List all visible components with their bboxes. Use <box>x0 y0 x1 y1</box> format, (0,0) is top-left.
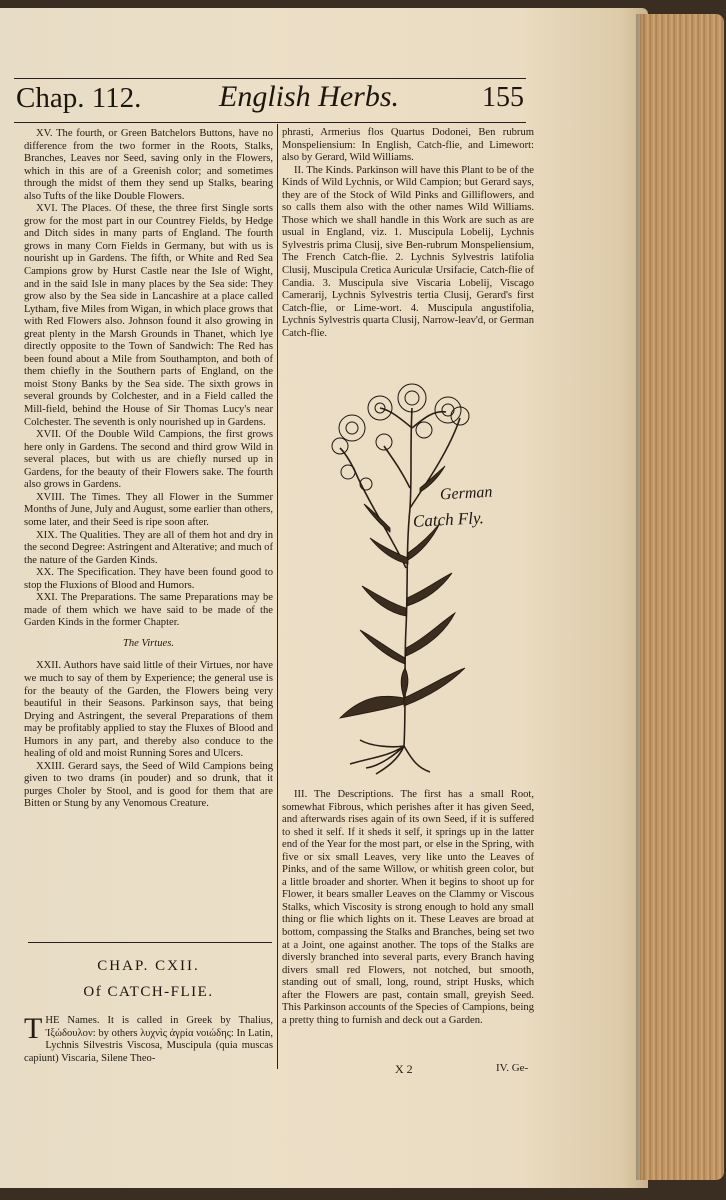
paragraph: III. The Descriptions. The first has a small Root, somewhat Fibrous, which perishes after it has given Seed, and afterwards rises again of its own Seed, if it is suffered to shed it self. If it sheds it self, it springs up in the latter end of the Year for the most part, or else in the Spring, with five or six small Leaves, very like unto the Leaves of Pinks, and of the same Willow, or whitish green color, but a little broader and shorter. When it begins to shoot up for Flower, it bears smaller Leaves on the Clammy or Viscous Stalks, which Viscosity is strong enough to hold any small thing or flie which lights on it. These Leaves are broad at bottom, compassing the Stalks and Branches, being set two at a Joint, one against another. The tops of the Stalks are diversly branched into several parts, every Branch having divers small red Flowers, not notched, but smooth, standing out of small, long, round, stript Husks, which after the Flowers are past, contain small, greyish Seed. This Parkinson accounts of the Species of Campions, being a pretty thing to furnish and deck out a Garden. <box>282 789 534 1026</box>
paragraph: XXI. The Preparations. The same Preparations may be made of them which we have said to be made of the Garden Kinds in the former Chapter. <box>24 592 273 629</box>
catchword: IV. Ge- <box>496 1062 529 1074</box>
paragraph: II. The Kinds. Parkinson will have this Plant to be of the Kinds of Wild Lychnis, or Wild Campion; but Gerard says, they are of the Stock of Wild Pinks and Gilliflowers, and so calls them also with the other names Wild Williams. Those which we shall handle in this Work are such as are usual in England, viz. 1. Muscipula Lobelij, Lychnis Sylvestris prima Clusij, sive Ben-rubrum Monspeliensium, The French Catch-flie. 2. Lychnis Sylvestris latifolia Clusij, Muscipula Cretica Auriculæ Ursifacie, Catch-flie of Candia. 3. Muscipula sive Viscaria Lobelij, Viscago Camerarij, Lychnis Sylvestris tertia Clusij, Gerard's first Catch-flie, or Lime-wort. 4. Muscipula angustifolia, Lychnis Sylvestris quarta Clusij, Narrow-leav'd, or German Catch-flie. <box>282 164 534 339</box>
header-title: English Herbs. <box>219 80 399 113</box>
catch-fly-illustration <box>300 368 532 776</box>
drop-cap: T <box>24 1012 43 1045</box>
chapter-heading: CHAP. CXII. <box>97 958 200 974</box>
paragraph: XXII. Authors have said little of their Virtues, nor have we much to say of them by Experience; the general use is for the beauty of the Garden, the Flowers being very beautiful in their Seasons. Parkinson says, that being Drying and Astringent, the several Preparations of them may be profitably applied to stay the Fluxes of Blood and Humors in any part, and thereby also conduce to the healing of old and moist Running Sores and Ulcers. <box>24 660 273 760</box>
paragraph: XX. The Specification. They have been found good to stop the Fluxions of Blood and Humors. <box>24 567 273 591</box>
paragraph: XVIII. The Times. They all Flower in the Summer Months of June, July and August, some earlier than others, some later, and their Seed is ripe soon after. <box>24 491 273 528</box>
paragraph: XVII. Of the Double Wild Campions, the first grows here only in Gardens. The second and third grow Wild in several places, but with us are chiefly nursed up in Gardens, for the beauty of their Flowers sake. The fourth also grows in Gardens. <box>24 429 273 491</box>
paragraph: XXIII. Gerard says, the Seed of Wild Campions being given to two drams (in pouder) and so drunk, that it purges Choler by Stool, and is good for them that are Bitten or Stung by any Venomous Creature. <box>24 760 273 810</box>
chapter-rule <box>28 942 272 943</box>
names-paragraph <box>24 1012 273 1065</box>
right-column-bottom <box>282 789 534 1027</box>
signature-mark: X 2 <box>395 1062 413 1076</box>
gutter-shadow <box>636 14 646 1180</box>
running-header <box>14 82 526 122</box>
virtues-heading: The Virtues. <box>122 637 174 649</box>
paragraph: XV. The fourth, or Green Batchelors Buttons, have no difference from the two former in the Roots, Stalks, Branches, Leaves nor Seed, saving only in the Flowers, which in this are of a Greenish color; and sometimes through the midst of them they send up Stalks, bearing also Tufts of the like Double Flowers. <box>24 128 273 202</box>
right-column-top <box>282 127 534 340</box>
illustration-label-line2: Catch Fly. <box>412 508 485 531</box>
page-edges <box>640 14 724 1180</box>
names-text: HE Names. It is called in Greek by Thalius, Ἰξώδουλον: by others λυχνὶς ἀγρία νοιώδης: In Latin, Lychnis Silvestris Viscosa, Muscipula (quia muscas capiunt) Viscaria, Silene Theo- <box>24 1015 273 1064</box>
left-column <box>24 128 273 811</box>
paragraph: XIX. The Qualities. They are all of them hot and dry in the second Degree: Astringent and Alterative; and much of the nature of the Garden Kinds. <box>24 529 273 566</box>
page-number: 155 <box>482 82 524 113</box>
header-chapter: Chap. 112. <box>16 82 142 114</box>
paragraph: XVI. The Places. Of these, the three first Single sorts grow for the most part in our Countrey Fields, by Hedge and Ditch sides in many parts of England. The fourth grows in many Corn Fields in Germany, but with us is nourisht up in Gardens. The fifth, or White and Red Sea Campions grow by Hurst Castle near the Isle of Wight, and in the said Isle in many places by the Sea side: They grow also by the Sea side in Lancashire at a place called Lytham, five Miles from Wigan, in which place grows that with Red Flowers also. Johnson found it also growing in great plenty in the Marsh Grounds in Thanet, which lye directly opposite to the Town of Sandwich: The Red has been found about a Mile from Southampton, and both of them chiefly in the Southern parts of England, on the moist Stony Banks by the Sea side. The sixth grows in several grounds by Colchester, and in a Field called the Mill-field, behind the House of Sir Thomas Lucy's near Colchester. The seventh is only nourished up in Gardens. <box>24 203 273 428</box>
chapter-subheading: Of CATCH-FLIE. <box>83 984 214 1000</box>
paragraph: phrasti, Armerius flos Quartus Dodonei, Ben rubrum Monspeliensium: In English, Catch-flie, and Limewort: also by Gerard, Wild Williams. <box>282 127 534 164</box>
header-bottom-rule <box>14 122 526 123</box>
column-divider <box>277 124 278 1069</box>
header-top-rule <box>14 78 526 79</box>
illustration-label-line1: German <box>439 483 493 504</box>
